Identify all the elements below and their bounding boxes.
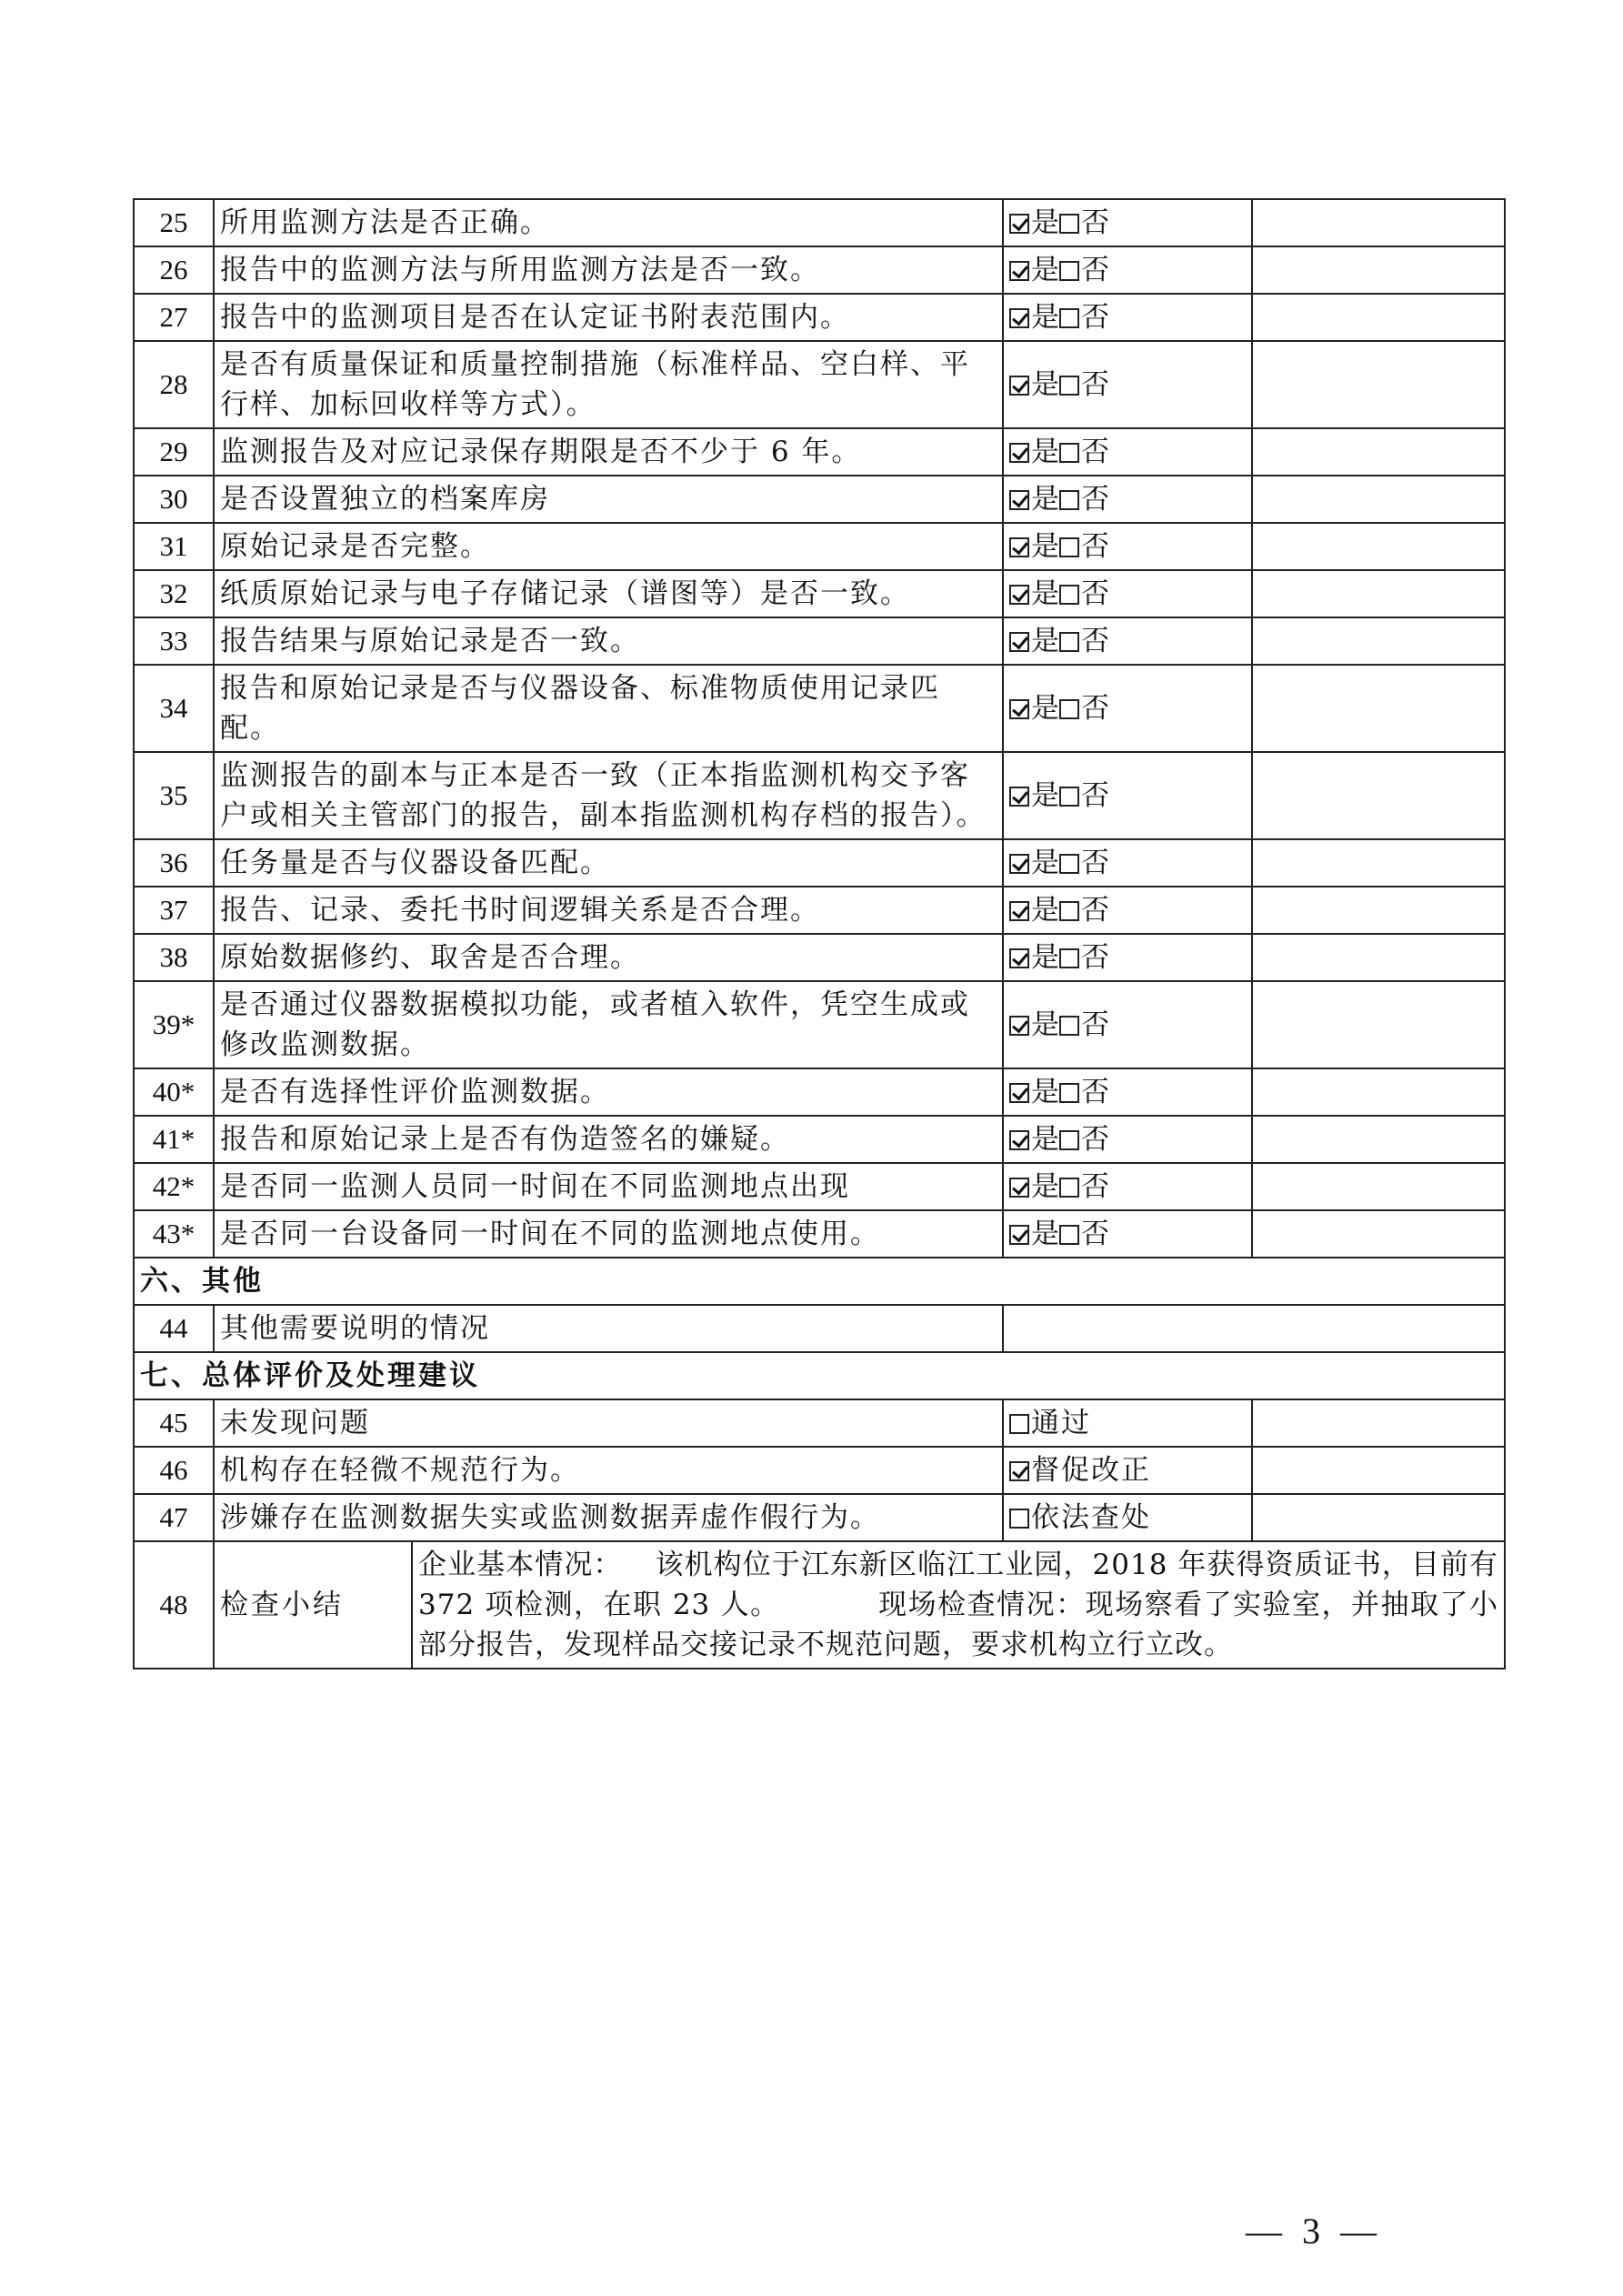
row-result [1003,665,1252,752]
table-row [134,981,1505,1068]
no-checkbox-icon [1059,1225,1079,1245]
table-row [134,1399,1505,1447]
no-checkbox-icon [1059,632,1079,652]
row-note [1252,1163,1505,1210]
no-checkbox-icon [1059,948,1079,968]
row-item: 是否同一台设备同一时间在不同的监测地点使用。 [214,1210,1003,1258]
yes-checkbox-icon [1009,901,1029,921]
row-number: 41* [134,1116,214,1163]
evaluation-body [134,1399,1505,1541]
no-label: 否 [1081,847,1109,879]
yes-checkbox-icon [1009,261,1029,281]
no-label: 否 [1081,1170,1109,1203]
row-number: 33 [134,617,214,665]
no-checkbox-icon [1059,490,1079,510]
row-note [1252,1068,1505,1116]
row-number: 31 [134,523,214,570]
row-note [1252,981,1505,1068]
row-result [1003,570,1252,617]
page-number: — 3 — [1246,2211,1382,2251]
no-checkbox-icon [1059,376,1079,396]
row-number: 40* [134,1068,214,1116]
yes-checkbox-icon [1009,537,1029,557]
row-item: 报告和原始记录上是否有伪造签名的嫌疑。 [214,1116,1003,1163]
row-result [1003,1210,1252,1258]
row-item: 报告结果与原始记录是否一致。 [214,617,1003,665]
row-note [1252,570,1505,617]
yes-checkbox-icon [1009,1016,1029,1036]
row-note [1003,1305,1505,1352]
row-item: 机构存在轻微不规范行为。 [214,1447,1003,1494]
row-note [1252,1494,1505,1541]
row-note [1252,341,1505,428]
row-number: 45 [134,1399,214,1447]
table-row [134,1068,1505,1116]
table-row [134,294,1505,341]
table-row [134,428,1505,476]
yes-label: 是 [1031,206,1059,239]
table-row [134,887,1505,934]
no-checkbox-icon [1059,1178,1079,1198]
no-label: 否 [1081,1123,1109,1156]
yes-label: 是 [1031,847,1059,879]
row-note [1252,1399,1505,1447]
yes-checkbox-icon [1009,1225,1029,1245]
row-note [1252,476,1505,523]
yes-label: 是 [1031,692,1059,725]
row-number: 28 [134,341,214,428]
table-row [134,1494,1505,1541]
yes-label: 是 [1031,941,1059,974]
row-result [1003,246,1252,294]
row-number: 43* [134,1210,214,1258]
table-row [134,1210,1505,1258]
yes-label: 是 [1031,483,1059,516]
no-checkbox-icon [1059,1130,1079,1150]
no-label: 否 [1081,436,1109,468]
yes-label: 是 [1031,577,1059,610]
row-number: 35 [134,752,214,839]
no-checkbox-icon [1059,854,1079,874]
row-note [1252,428,1505,476]
yes-label: 是 [1031,254,1059,286]
row-note [1252,665,1505,752]
option-checkbox-icon [1009,1461,1029,1481]
no-label: 否 [1081,530,1109,563]
row-result [1003,752,1252,839]
row-note [1252,199,1505,246]
row-number: 47 [134,1494,214,1541]
table-row [134,839,1505,887]
row-note [1252,839,1505,887]
row-result [1003,617,1252,665]
no-label: 否 [1081,483,1109,516]
option-label: 督促改正 [1031,1454,1151,1487]
yes-checkbox-icon [1009,699,1029,719]
yes-checkbox-icon [1009,308,1029,328]
row-item: 报告中的监测方法与所用监测方法是否一致。 [214,246,1003,294]
yes-checkbox-icon [1009,214,1029,234]
row-item: 未发现问题 [214,1399,1003,1447]
no-label: 否 [1081,254,1109,286]
yes-label: 是 [1031,1076,1059,1108]
row-note [1252,934,1505,981]
checklist-body [134,199,1505,1258]
no-label: 否 [1081,301,1109,334]
row-result [1003,934,1252,981]
yes-checkbox-icon [1009,490,1029,510]
no-label: 否 [1081,779,1109,812]
yes-label: 是 [1031,368,1059,401]
option-label: 依法查处 [1031,1501,1151,1534]
row-result [1003,294,1252,341]
table-row [134,1163,1505,1210]
row-item: 监测报告的副本与正本是否一致（正本指监测机构交予客户或相关主管部门的报告，副本指监测机构存档的报告）。 [214,752,1003,839]
row-note [1252,1116,1505,1163]
summary-part-inspection: 现场检查情况：现场察看了实验室，并抽取了小部分报告，发现样品交接记录不规范问题，要求机构立行立改。 [418,1589,1498,1661]
no-checkbox-icon [1059,787,1079,807]
table-row [134,665,1505,752]
yes-label: 是 [1031,625,1059,657]
no-checkbox-icon [1059,1083,1079,1103]
row-result [1003,1116,1252,1163]
yes-checkbox-icon [1009,1178,1029,1198]
row-item: 纸质原始记录与电子存储记录（谱图等）是否一致。 [214,570,1003,617]
row-note [1252,523,1505,570]
yes-checkbox-icon [1009,1083,1029,1103]
row-note [1252,887,1505,934]
row-item: 其他需要说明的情况 [214,1305,1003,1352]
no-label: 否 [1081,368,1109,401]
no-checkbox-icon [1059,901,1079,921]
summary-body [134,1541,1505,1669]
yes-checkbox-icon [1009,585,1029,605]
row-item: 是否设置独立的档案库房 [214,476,1003,523]
section-six [134,1258,1505,1399]
table-row [134,476,1505,523]
option-label: 通过 [1031,1407,1091,1439]
row-result [1003,341,1252,428]
section-row [134,1258,1505,1305]
row-result [1003,839,1252,887]
row-option [1003,1494,1252,1541]
row-note [1252,294,1505,341]
row-result [1003,523,1252,570]
row-number: 46 [134,1447,214,1494]
table-row [134,1116,1505,1163]
row-result [1003,476,1252,523]
row-number: 27 [134,294,214,341]
section-row [134,1352,1505,1399]
row-result [1003,981,1252,1068]
row-number: 29 [134,428,214,476]
no-label: 否 [1081,625,1109,657]
row-result [1003,1163,1252,1210]
row-option [1003,1447,1252,1494]
row-item: 报告中的监测项目是否在认定证书附表范围内。 [214,294,1003,341]
summary-text [412,1541,1505,1669]
no-label: 否 [1081,1008,1109,1041]
row-note [1252,1447,1505,1494]
summary-part-basic-label: 企业基本情况： [418,1549,623,1581]
inspection-table [133,198,1506,1669]
no-label: 否 [1081,894,1109,927]
table-row [134,752,1505,839]
row-item: 任务量是否与仪器设备匹配。 [214,839,1003,887]
row-item: 原始记录是否完整。 [214,523,1003,570]
table-row [134,570,1505,617]
table-row [134,1447,1505,1494]
row-result [1003,428,1252,476]
summary-row [134,1541,1505,1669]
yes-label: 是 [1031,301,1059,334]
yes-label: 是 [1031,1123,1059,1156]
no-label: 否 [1081,941,1109,974]
yes-checkbox-icon [1009,632,1029,652]
section-title: 六、其他 [134,1258,1505,1305]
summary-part-basic: 该机构位于江东新区临江工业园，2018 年获得资质证书，目前有 372 项检测，在职 23 人。 [418,1549,1498,1621]
row-number: 48 [134,1541,214,1669]
row-number: 25 [134,199,214,246]
no-checkbox-icon [1059,585,1079,605]
row-result [1003,887,1252,934]
summary-label: 检查小结 [214,1541,412,1669]
row-item: 报告、记录、委托书时间逻辑关系是否合理。 [214,887,1003,934]
row-number: 34 [134,665,214,752]
yes-checkbox-icon [1009,948,1029,968]
yes-label: 是 [1031,1008,1059,1041]
option-checkbox-icon [1009,1414,1029,1434]
row-note [1252,617,1505,665]
no-checkbox-icon [1059,214,1079,234]
no-checkbox-icon [1059,308,1079,328]
row-number: 36 [134,839,214,887]
table-row [134,523,1505,570]
no-checkbox-icon [1059,537,1079,557]
row-number: 39* [134,981,214,1068]
row-item: 是否通过仪器数据模拟功能，或者植入软件，凭空生成或修改监测数据。 [214,981,1003,1068]
yes-label: 是 [1031,894,1059,927]
table-row [134,341,1505,428]
row-note [1252,752,1505,839]
row-item: 原始数据修约、取舍是否合理。 [214,934,1003,981]
no-checkbox-icon [1059,1016,1079,1036]
row-item: 所用监测方法是否正确。 [214,199,1003,246]
yes-label: 是 [1031,779,1059,812]
row-number: 30 [134,476,214,523]
option-checkbox-icon [1009,1509,1029,1529]
yes-label: 是 [1031,1218,1059,1250]
row-option [1003,1399,1252,1447]
no-checkbox-icon [1059,261,1079,281]
table-row [134,934,1505,981]
no-label: 否 [1081,692,1109,725]
no-label: 否 [1081,1218,1109,1250]
no-checkbox-icon [1059,443,1079,463]
yes-label: 是 [1031,436,1059,468]
yes-checkbox-icon [1009,1130,1029,1150]
row-item: 是否同一监测人员同一时间在不同监测地点出现 [214,1163,1003,1210]
row-note [1252,246,1505,294]
row-item: 是否有选择性评价监测数据。 [214,1068,1003,1116]
table-row [134,617,1505,665]
row-number: 32 [134,570,214,617]
table-row [134,246,1505,294]
row-result [1003,199,1252,246]
yes-checkbox-icon [1009,376,1029,396]
yes-label: 是 [1031,1170,1059,1203]
row-note [1252,1210,1505,1258]
table-row [134,1305,1505,1352]
section-title: 七、总体评价及处理建议 [134,1352,1505,1399]
no-label: 否 [1081,577,1109,610]
no-label: 否 [1081,206,1109,239]
row-number: 37 [134,887,214,934]
row-number: 44 [134,1305,214,1352]
row-number: 26 [134,246,214,294]
no-label: 否 [1081,1076,1109,1108]
yes-checkbox-icon [1009,443,1029,463]
row-item: 是否有质量保证和质量控制措施（标准样品、空白样、平行样、加标回收样等方式）。 [214,341,1003,428]
row-item: 报告和原始记录是否与仪器设备、标准物质使用记录匹配。 [214,665,1003,752]
table-row [134,199,1505,246]
row-result [1003,1068,1252,1116]
row-number: 38 [134,934,214,981]
row-item: 涉嫌存在监测数据失实或监测数据弄虚作假行为。 [214,1494,1003,1541]
row-number: 42* [134,1163,214,1210]
yes-label: 是 [1031,530,1059,563]
row-item: 监测报告及对应记录保存期限是否不少于 6 年。 [214,428,1003,476]
no-checkbox-icon [1059,699,1079,719]
yes-checkbox-icon [1009,854,1029,874]
yes-checkbox-icon [1009,787,1029,807]
